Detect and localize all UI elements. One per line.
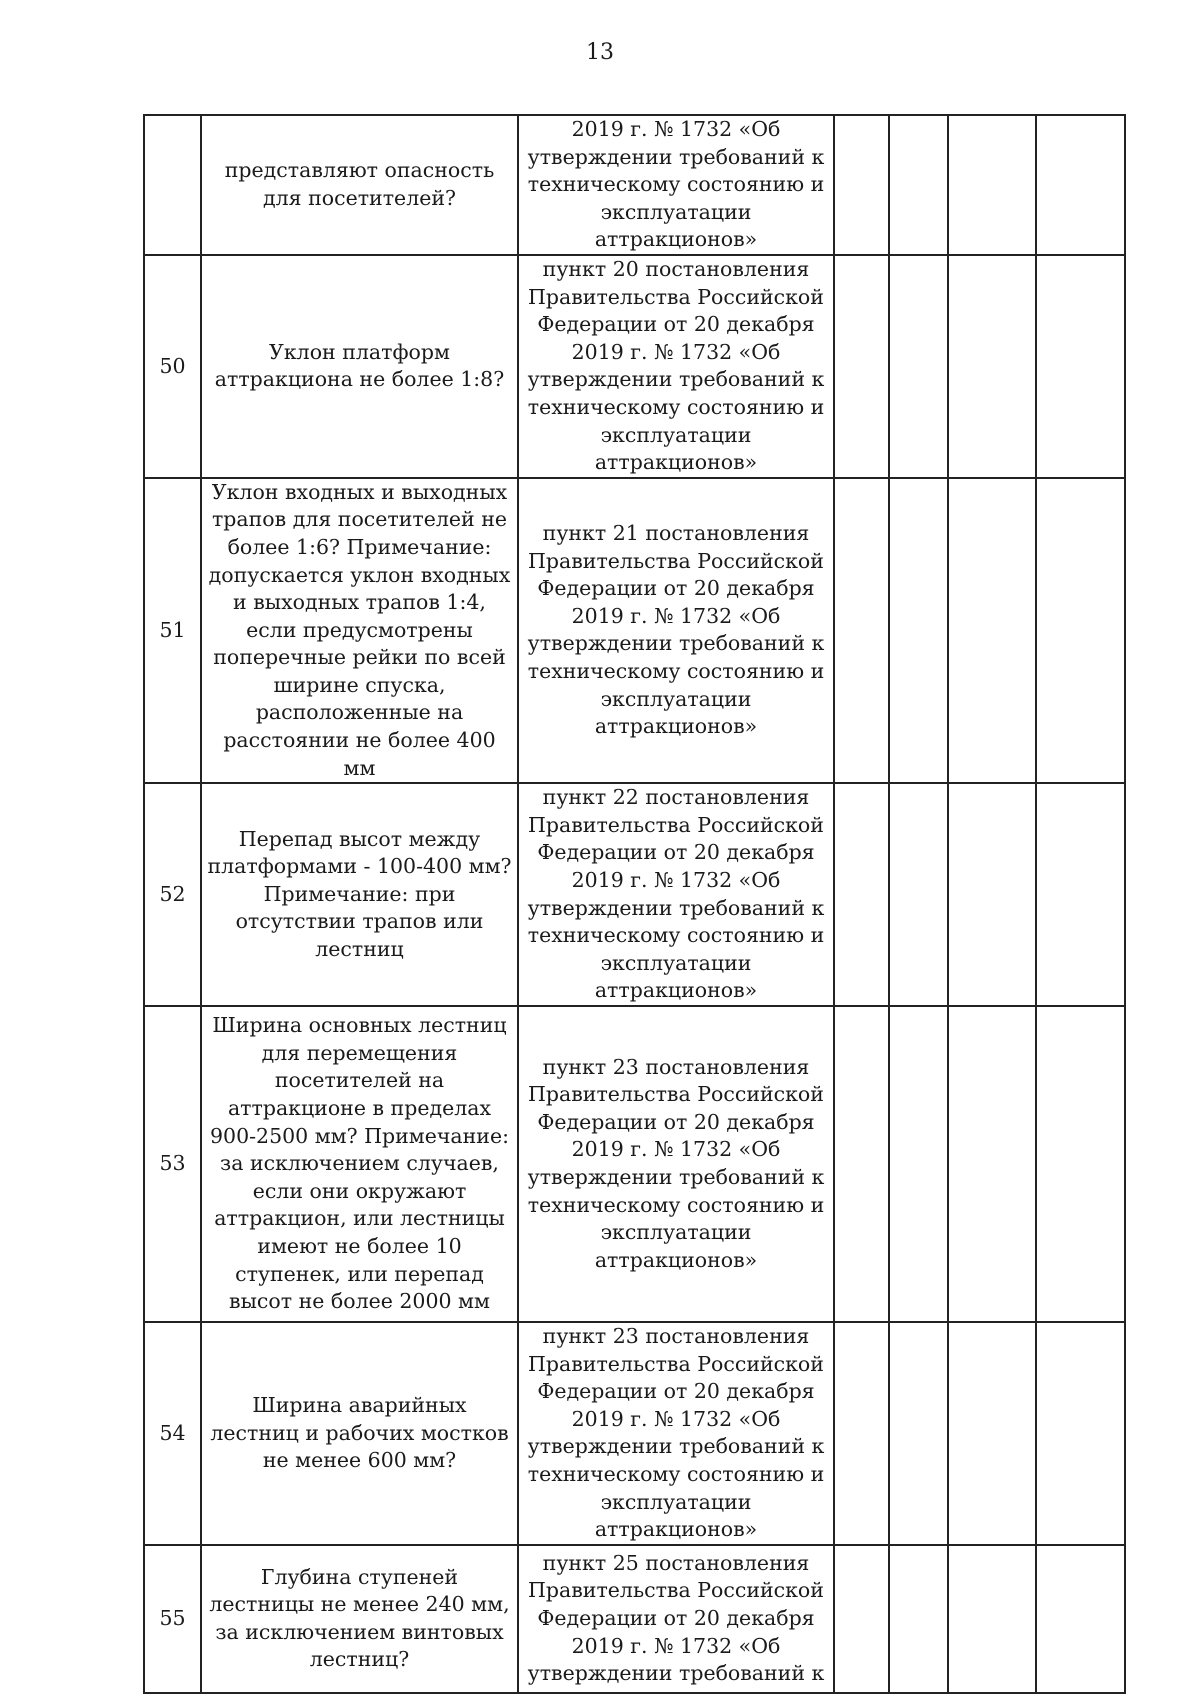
table-row <box>144 115 1125 255</box>
answer-cell-no[interactable] <box>889 115 948 255</box>
table-row <box>144 783 1125 1006</box>
answer-cell-not-applicable[interactable] <box>948 1006 1036 1322</box>
answer-cell-not-applicable[interactable] <box>948 478 1036 784</box>
answer-cell-not-applicable[interactable] <box>948 1545 1036 1693</box>
legal-reference-cell: пункт 22 постановления Правительства Российской Федерации от 20 декабря 2019 г. № 1732 «Об утверждении требований к техническому состоянию и эксплуатации аттракционов» <box>518 783 834 1006</box>
answer-cell-no[interactable] <box>889 783 948 1006</box>
row-number: 53 <box>144 1006 201 1322</box>
answer-cell-yes[interactable] <box>834 255 889 478</box>
question-cell: Ширина аварийных лестниц и рабочих мостков не менее 600 мм? <box>201 1322 518 1545</box>
answer-cell-no[interactable] <box>889 1545 948 1693</box>
notes-cell[interactable] <box>1036 115 1125 255</box>
legal-reference-cell: пункт 21 постановления Правительства Российской Федерации от 20 декабря 2019 г. № 1732 «Об утверждении требований к техническому состоянию и эксплуатации аттракционов» <box>518 478 834 784</box>
page-number: 13 <box>586 40 614 65</box>
notes-cell[interactable] <box>1036 783 1125 1006</box>
legal-reference-cell: пункт 23 постановления Правительства Российской Федерации от 20 декабря 2019 г. № 1732 «Об утверждении требований к техническому состоянию и эксплуатации аттракционов» <box>518 1006 834 1322</box>
question-cell: Глубина ступеней лестницы не менее 240 мм, за исключением винтовых лестниц? <box>201 1545 518 1693</box>
notes-cell[interactable] <box>1036 255 1125 478</box>
question-cell: Уклон платформ аттракциона не более 1:8? <box>201 255 518 478</box>
answer-cell-no[interactable] <box>889 478 948 784</box>
answer-cell-yes[interactable] <box>834 1006 889 1322</box>
row-number: 52 <box>144 783 201 1006</box>
legal-reference-cell: 2019 г. № 1732 «Об утверждении требований к техническому состоянию и эксплуатации аттракционов» <box>518 115 834 255</box>
answer-cell-not-applicable[interactable] <box>948 115 1036 255</box>
answer-cell-yes[interactable] <box>834 783 889 1006</box>
question-cell: Ширина основных лестниц для перемещения посетителей на аттракционе в пределах 900-2500 мм? Примечание: за исключением случаев, если они окружают аттракцион, или лестницы имеют не более 10 ступенек, или перепад высот не более 2000 мм <box>201 1006 518 1322</box>
notes-cell[interactable] <box>1036 1545 1125 1693</box>
answer-cell-not-applicable[interactable] <box>948 255 1036 478</box>
question-cell: Перепад высот между платформами - 100-400 мм? Примечание: при отсутствии трапов или лестниц <box>201 783 518 1006</box>
answer-cell-not-applicable[interactable] <box>948 783 1036 1006</box>
legal-reference-cell: пункт 20 постановления Правительства Российской Федерации от 20 декабря 2019 г. № 1732 «Об утверждении требований к техническому состоянию и эксплуатации аттракционов» <box>518 255 834 478</box>
answer-cell-yes[interactable] <box>834 115 889 255</box>
table-row <box>144 1006 1125 1322</box>
notes-cell[interactable] <box>1036 478 1125 784</box>
notes-cell[interactable] <box>1036 1006 1125 1322</box>
row-number: 50 <box>144 255 201 478</box>
answer-cell-no[interactable] <box>889 1322 948 1545</box>
row-number <box>144 115 201 255</box>
row-number: 54 <box>144 1322 201 1545</box>
answer-cell-not-applicable[interactable] <box>948 1322 1036 1545</box>
row-number: 55 <box>144 1545 201 1693</box>
answer-cell-no[interactable] <box>889 255 948 478</box>
table-row <box>144 1545 1125 1693</box>
question-cell: Уклон входных и выходных трапов для посетителей не более 1:6? Примечание: допускается уклон входных и выходных трапов 1:4, если предусмотрены поперечные рейки по всей ширине спуска, расположенные на расстоянии не более 400 мм <box>201 478 518 784</box>
table-row <box>144 1322 1125 1545</box>
answer-cell-yes[interactable] <box>834 1322 889 1545</box>
notes-cell[interactable] <box>1036 1322 1125 1545</box>
table-row <box>144 478 1125 784</box>
answer-cell-no[interactable] <box>889 1006 948 1322</box>
answer-cell-yes[interactable] <box>834 478 889 784</box>
answer-cell-yes[interactable] <box>834 1545 889 1693</box>
requirements-table <box>143 114 1126 1694</box>
row-number: 51 <box>144 478 201 784</box>
table-row <box>144 255 1125 478</box>
question-cell: представляют опасность для посетителей? <box>201 115 518 255</box>
legal-reference-cell: пункт 25 постановления Правительства Российской Федерации от 20 декабря 2019 г. № 1732 «Об утверждении требований к <box>518 1545 834 1693</box>
legal-reference-cell: пункт 23 постановления Правительства Российской Федерации от 20 декабря 2019 г. № 1732 «Об утверждении требований к техническому состоянию и эксплуатации аттракционов» <box>518 1322 834 1545</box>
